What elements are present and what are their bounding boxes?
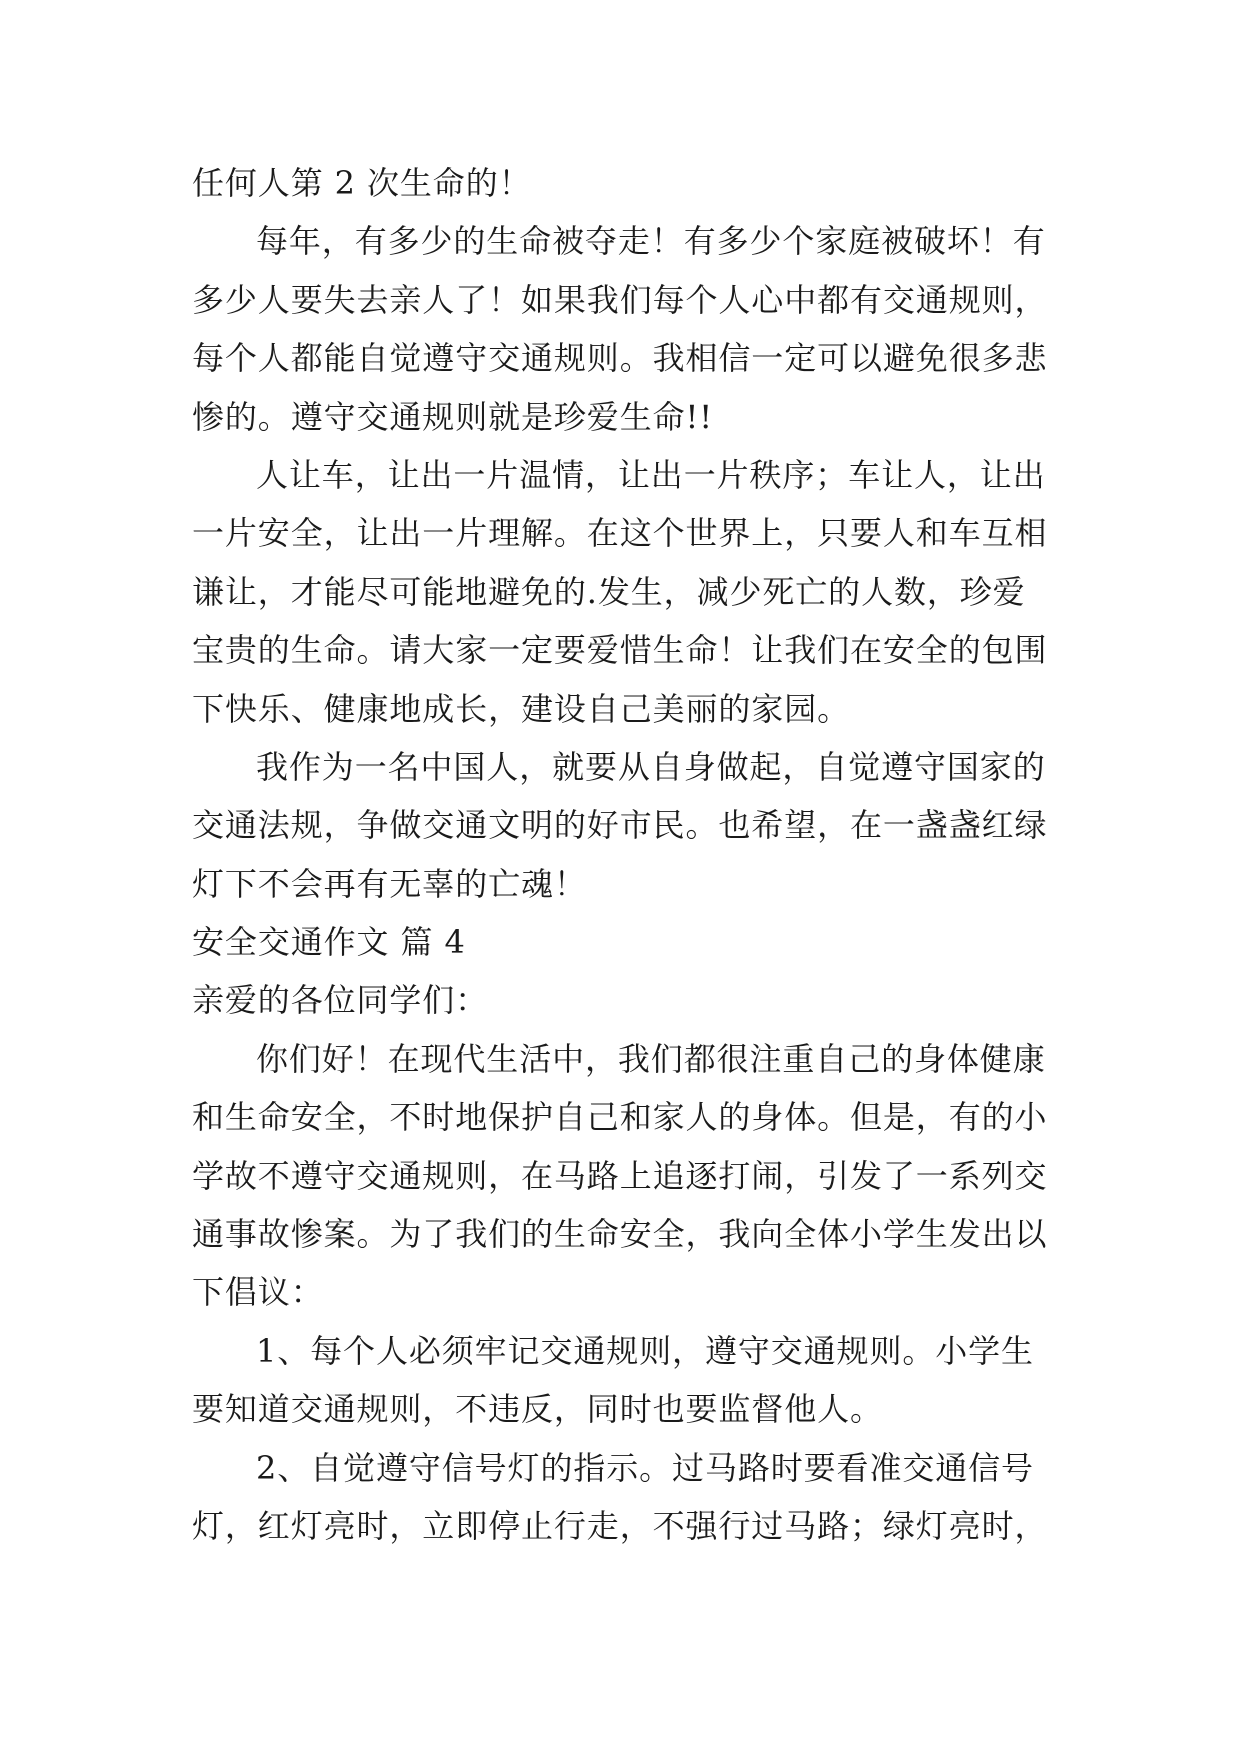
text-line: 和生命安全，不时地保护自己和家人的身体。但是，有的小 xyxy=(192,1098,1048,1137)
text-line: 惨的。遵守交通规则就是珍爱生命!! xyxy=(192,397,714,436)
text-line: 要知道交通规则，不违反，同时也要监督他人。 xyxy=(192,1390,883,1429)
text-line: 下倡议： xyxy=(192,1273,324,1312)
text-line: 灯，红灯亮时，立即停止行走，不强行过马路；绿灯亮时， xyxy=(192,1506,1048,1545)
text-line: 宝贵的生命。请大家一定要爱惜生命！让我们在安全的包围 xyxy=(192,631,1048,670)
text-line: 交通法规，争做交通文明的好市民。也希望，在一盏盏红绿 xyxy=(192,806,1048,845)
salutation: 亲爱的各位同学们： xyxy=(192,981,489,1020)
text-line: 每个人都能自觉遵守交通规则。我相信一定可以避免很多悲 xyxy=(192,339,1048,378)
text-line: 一片安全，让出一片理解。在这个世界上，只要人和车互相 xyxy=(192,514,1048,553)
text-line: 谦让，才能尽可能地避免的.发生，减少死亡的人数，珍爱 xyxy=(192,572,1026,611)
paragraph-first-line: 我作为一名中国人，就要从自身做起，自觉遵守国家的 xyxy=(256,747,1046,786)
text-line: 任何人第 2 次生命的！ xyxy=(192,164,532,202)
text-line: 多少人要失去亲人了！如果我们每个人心中都有交通规则， xyxy=(192,280,1048,319)
paragraph-first-line: 人让车，让出一片温情，让出一片秩序；车让人，让出 xyxy=(256,455,1046,494)
list-item-first-line: 2、自觉遵守信号灯的指示。过马路时要看准交通信号 xyxy=(256,1448,1034,1487)
paragraph-first-line: 每年，有多少的生命被夺走！有多少个家庭被破坏！有 xyxy=(256,222,1046,261)
list-item-first-line: 1、每个人必须牢记交通规则，遵守交通规则。小学生 xyxy=(256,1331,1034,1370)
document-body xyxy=(192,154,1072,1555)
text-line: 灯下不会再有无辜的亡魂！ xyxy=(192,864,587,903)
text-line: 学故不遵守交通规则，在马路上追逐打闹，引发了一系列交 xyxy=(192,1156,1048,1195)
text-line: 通事故惨案。为了我们的生命安全，我向全体小学生发出以 xyxy=(192,1215,1048,1254)
paragraph-first-line: 你们好！在现代生活中，我们都很注重自己的身体健康 xyxy=(256,1039,1046,1078)
section-heading: 安全交通作文 篇 4 xyxy=(192,923,466,962)
text-line: 下快乐、健康地成长，建设自己美丽的家园。 xyxy=(192,689,851,728)
